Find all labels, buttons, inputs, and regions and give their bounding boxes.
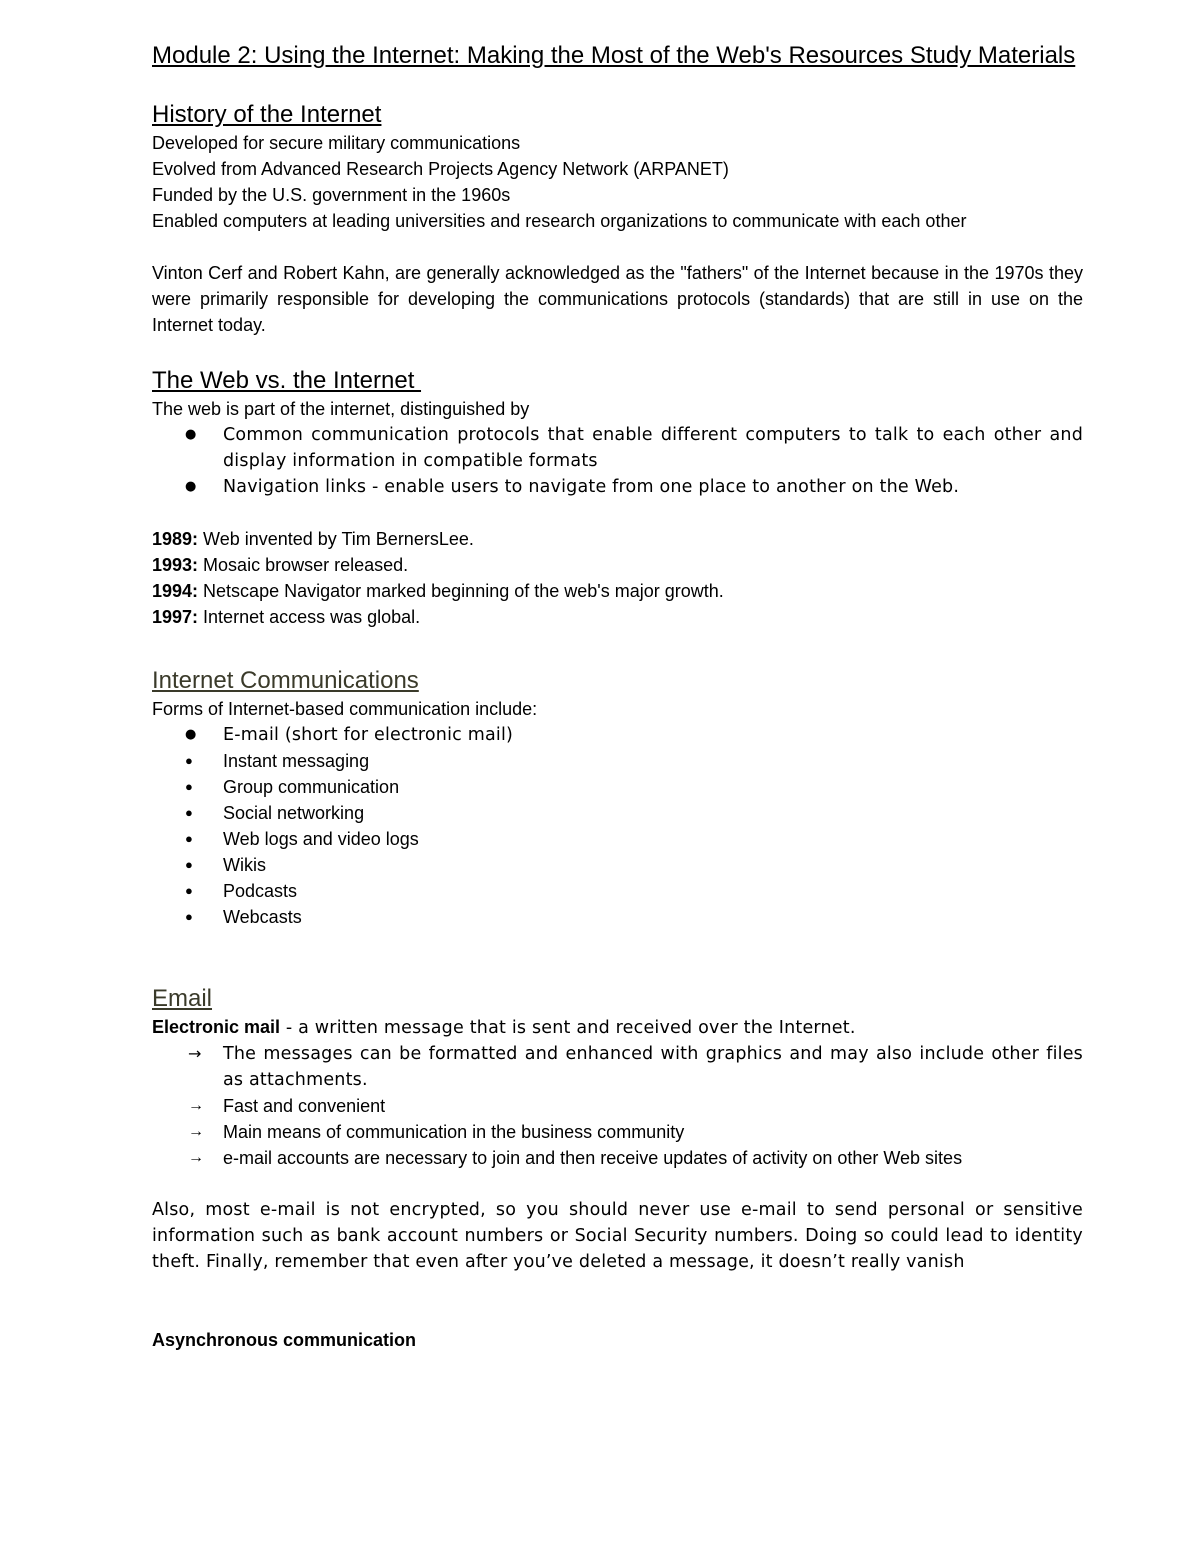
timeline-year: 1994: <box>152 581 199 601</box>
document-page <box>152 40 1083 1353</box>
timeline-year: 1993: <box>152 555 199 575</box>
history-line: Developed for secure military communications <box>152 133 521 153</box>
async-heading-text: Asynchronous communication <box>152 1330 417 1350</box>
communications-heading: Internet Communications <box>152 667 419 694</box>
history-line: Enabled computers at leading universities and research organizations to communicate with each other <box>152 211 967 231</box>
email-definition <box>152 1014 1083 1041</box>
list-item: → e-mail accounts are necessary to join and then receive updates of activity on other Web sites <box>152 1145 1083 1171</box>
timeline-text: Web invented by Tim BernersLee. <box>198 529 474 549</box>
list-item: → Fast and convenient <box>152 1093 1083 1119</box>
timeline-text: Netscape Navigator marked beginning of the web's major growth. <box>198 581 724 601</box>
list-item: → The messages can be formatted and enhanced with graphics and may also include other files as attachments. <box>152 1041 1083 1093</box>
history-line: Evolved from Advanced Research Projects Agency Network (ARPANET) <box>152 159 729 179</box>
timeline-item <box>152 552 1083 578</box>
list-item: ● E-mail (short for electronic mail) <box>152 722 1083 748</box>
page-title: Module 2: Using the Internet: Making the Most of the Web's Resources Study Materials <box>152 42 1076 69</box>
history-line: Funded by the U.S. government in the 1960s <box>152 185 511 205</box>
list-item: ● Group communication <box>152 774 1083 800</box>
communications-bullet-list <box>152 722 1083 930</box>
list-item: ● Common communication protocols that enable different computers to talk to each other and display information in compatible formats <box>152 422 1083 474</box>
web-intro: The web is part of the internet, distinguished by <box>152 399 530 419</box>
timeline-item <box>152 604 1083 630</box>
list-item: ● Instant messaging <box>152 748 1083 774</box>
timeline-text: Mosaic browser released. <box>198 555 409 575</box>
history-heading: History of the Internet <box>152 101 382 128</box>
communications-intro: Forms of Internet-based communication include: <box>152 699 538 719</box>
list-item: ● Wikis <box>152 852 1083 878</box>
timeline-year: 1989: <box>152 529 199 549</box>
timeline-item <box>152 578 1083 604</box>
timeline-year: 1997: <box>152 607 199 627</box>
timeline-text: Internet access was global. <box>198 607 421 627</box>
email-term: Electronic mail <box>152 1017 281 1037</box>
email-arrow-list <box>152 1041 1083 1171</box>
history-paragraph: Vinton Cerf and Robert Kahn, are generally acknowledged as the "fathers" of the Internet because in the 1970s they were primarily responsible for developing the communications protocols (standards) that are still in use on the Internet today. <box>152 263 1083 335</box>
email-definition-text: - a written message that is sent and received over the Internet. <box>280 1018 856 1038</box>
email-paragraph: Also, most e-mail is not encrypted, so you should never use e-mail to send personal or sensitive information such as bank account numbers or Social Security numbers. Doing so could lead to identity theft. Finally, remember that even after you’ve deleted a message, it doesn’t really vanish <box>152 1200 1083 1272</box>
web-vs-internet-heading: The Web vs. the Internet <box>152 367 422 394</box>
timeline-item <box>152 526 1083 552</box>
list-item: ● Webcasts <box>152 904 1083 930</box>
list-item: ● Web logs and video logs <box>152 826 1083 852</box>
email-heading: Email <box>152 985 213 1012</box>
list-item: → Main means of communication in the business community <box>152 1119 1083 1145</box>
list-item: ● Navigation links - enable users to navigate from one place to another on the Web. <box>152 474 1083 500</box>
async-heading <box>152 1327 1083 1353</box>
web-bullet-list <box>152 422 1083 500</box>
list-item: ● Social networking <box>152 800 1083 826</box>
list-item: ● Podcasts <box>152 878 1083 904</box>
